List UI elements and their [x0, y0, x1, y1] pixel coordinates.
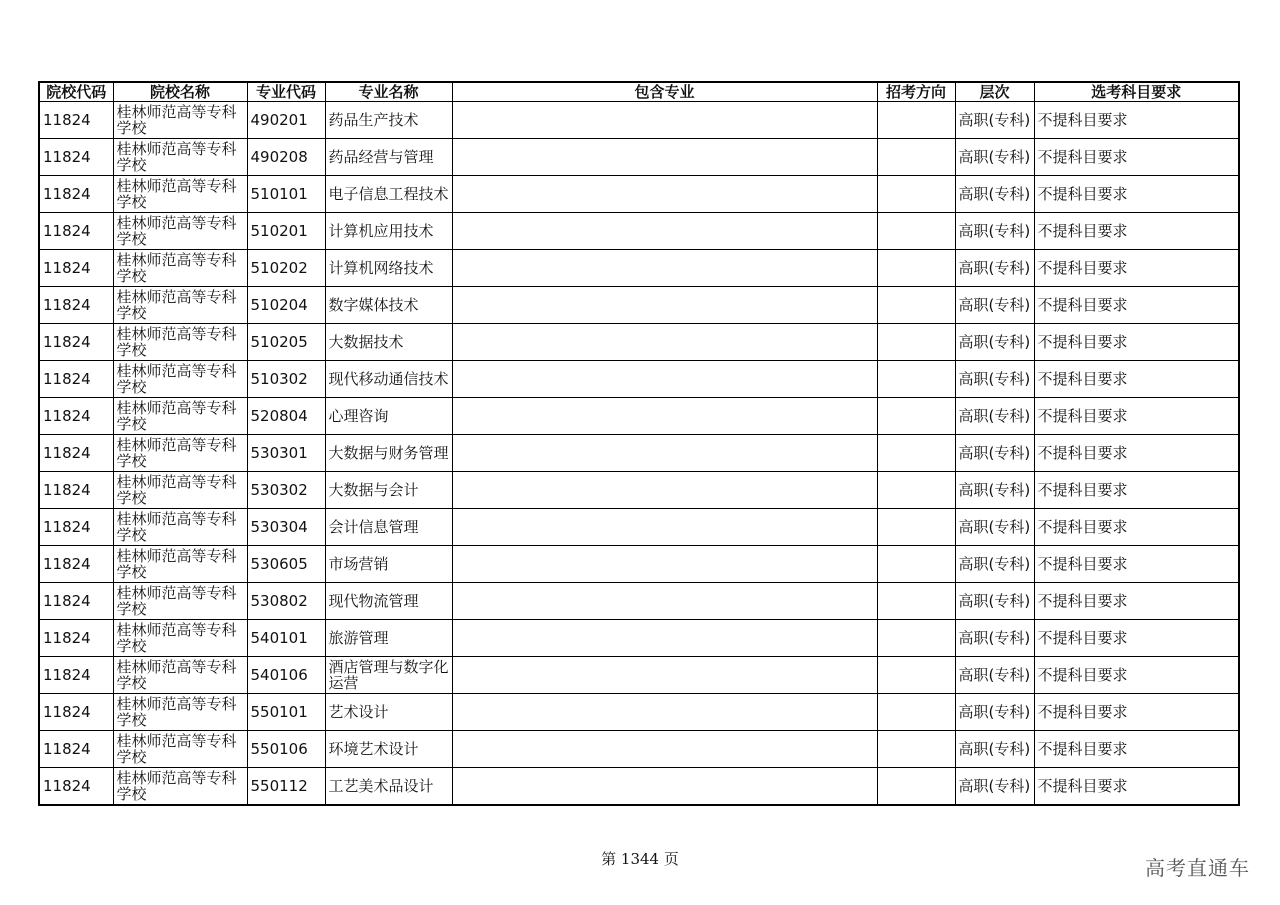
- cell-major-name: 大数据与财务管理: [325, 435, 452, 472]
- cell-includes: [452, 509, 877, 546]
- cell-requirement: 不提科目要求: [1034, 324, 1239, 361]
- cell-school-name: 桂林师范高等专科学校: [113, 176, 247, 213]
- cell-level: 高职(专科): [955, 472, 1034, 509]
- table-row: [39, 731, 1239, 768]
- header-includes: 包含专业: [452, 82, 877, 102]
- cell-school-code: 11824: [39, 768, 113, 806]
- cell-school-code: 11824: [39, 287, 113, 324]
- table-row: [39, 250, 1239, 287]
- cell-major-code: 510205: [247, 324, 325, 361]
- cell-major-name: 旅游管理: [325, 620, 452, 657]
- cell-major-code: 510101: [247, 176, 325, 213]
- cell-requirement: 不提科目要求: [1034, 250, 1239, 287]
- cell-major-name: 环境艺术设计: [325, 731, 452, 768]
- cell-school-code: 11824: [39, 324, 113, 361]
- cell-major-code: 510204: [247, 287, 325, 324]
- table-row: [39, 398, 1239, 435]
- cell-school-name: 桂林师范高等专科学校: [113, 102, 247, 139]
- cell-includes: [452, 250, 877, 287]
- table-row: [39, 768, 1239, 806]
- cell-school-name: 桂林师范高等专科学校: [113, 435, 247, 472]
- cell-direction: [877, 583, 955, 620]
- cell-direction: [877, 435, 955, 472]
- cell-major-name: 会计信息管理: [325, 509, 452, 546]
- cell-requirement: 不提科目要求: [1034, 472, 1239, 509]
- cell-school-code: 11824: [39, 509, 113, 546]
- cell-requirement: 不提科目要求: [1034, 361, 1239, 398]
- cell-major-code: 510302: [247, 361, 325, 398]
- table-header: [39, 82, 1239, 102]
- cell-direction: [877, 398, 955, 435]
- cell-includes: [452, 102, 877, 139]
- header-row: [39, 82, 1239, 102]
- cell-school-name: 桂林师范高等专科学校: [113, 287, 247, 324]
- cell-school-name: 桂林师范高等专科学校: [113, 731, 247, 768]
- cell-includes: [452, 583, 877, 620]
- cell-level: 高职(专科): [955, 176, 1034, 213]
- cell-major-name: 市场营销: [325, 546, 452, 583]
- cell-major-code: 530301: [247, 435, 325, 472]
- cell-level: 高职(专科): [955, 657, 1034, 694]
- cell-includes: [452, 694, 877, 731]
- table-row: [39, 213, 1239, 250]
- cell-level: 高职(专科): [955, 361, 1034, 398]
- table-row: [39, 620, 1239, 657]
- cell-direction: [877, 768, 955, 806]
- cell-school-code: 11824: [39, 213, 113, 250]
- cell-school-name: 桂林师范高等专科学校: [113, 213, 247, 250]
- cell-direction: [877, 139, 955, 176]
- cell-major-code: 540106: [247, 657, 325, 694]
- cell-direction: [877, 250, 955, 287]
- table-row: [39, 102, 1239, 139]
- cell-major-code: 530302: [247, 472, 325, 509]
- cell-level: 高职(专科): [955, 731, 1034, 768]
- cell-school-code: 11824: [39, 546, 113, 583]
- cell-includes: [452, 287, 877, 324]
- cell-school-code: 11824: [39, 657, 113, 694]
- cell-includes: [452, 472, 877, 509]
- cell-school-code: 11824: [39, 102, 113, 139]
- table-row: [39, 287, 1239, 324]
- cell-level: 高职(专科): [955, 620, 1034, 657]
- cell-includes: [452, 731, 877, 768]
- cell-includes: [452, 768, 877, 806]
- cell-level: 高职(专科): [955, 509, 1034, 546]
- cell-requirement: 不提科目要求: [1034, 102, 1239, 139]
- cell-direction: [877, 287, 955, 324]
- cell-level: 高职(专科): [955, 213, 1034, 250]
- cell-school-name: 桂林师范高等专科学校: [113, 472, 247, 509]
- cell-major-name: 艺术设计: [325, 694, 452, 731]
- cell-major-name: 药品生产技术: [325, 102, 452, 139]
- table-row: [39, 657, 1239, 694]
- cell-school-code: 11824: [39, 472, 113, 509]
- cell-includes: [452, 398, 877, 435]
- cell-level: 高职(专科): [955, 287, 1034, 324]
- cell-major-name: 现代物流管理: [325, 583, 452, 620]
- cell-major-code: 490201: [247, 102, 325, 139]
- table-row: [39, 509, 1239, 546]
- cell-major-code: 550101: [247, 694, 325, 731]
- cell-school-name: 桂林师范高等专科学校: [113, 694, 247, 731]
- cell-direction: [877, 620, 955, 657]
- cell-requirement: 不提科目要求: [1034, 287, 1239, 324]
- cell-school-code: 11824: [39, 176, 113, 213]
- header-level: 层次: [955, 82, 1034, 102]
- cell-direction: [877, 509, 955, 546]
- cell-includes: [452, 324, 877, 361]
- cell-requirement: 不提科目要求: [1034, 435, 1239, 472]
- cell-includes: [452, 176, 877, 213]
- page-number: 第 1344 页: [601, 850, 679, 868]
- cell-direction: [877, 546, 955, 583]
- cell-major-code: 520804: [247, 398, 325, 435]
- cell-level: 高职(专科): [955, 324, 1034, 361]
- cell-requirement: 不提科目要求: [1034, 768, 1239, 806]
- cell-major-name: 数字媒体技术: [325, 287, 452, 324]
- cell-major-code: 530802: [247, 583, 325, 620]
- cell-direction: [877, 102, 955, 139]
- cell-includes: [452, 620, 877, 657]
- cell-school-code: 11824: [39, 583, 113, 620]
- cell-requirement: 不提科目要求: [1034, 398, 1239, 435]
- table-row: [39, 361, 1239, 398]
- header-major-name: 专业名称: [325, 82, 452, 102]
- table-row: [39, 139, 1239, 176]
- cell-major-name: 计算机应用技术: [325, 213, 452, 250]
- cell-school-code: 11824: [39, 435, 113, 472]
- cell-includes: [452, 361, 877, 398]
- cell-requirement: 不提科目要求: [1034, 509, 1239, 546]
- cell-includes: [452, 139, 877, 176]
- table-row: [39, 176, 1239, 213]
- table-row: [39, 694, 1239, 731]
- cell-requirement: 不提科目要求: [1034, 620, 1239, 657]
- cell-school-name: 桂林师范高等专科学校: [113, 324, 247, 361]
- cell-direction: [877, 472, 955, 509]
- cell-direction: [877, 657, 955, 694]
- cell-major-code: 490208: [247, 139, 325, 176]
- cell-school-code: 11824: [39, 250, 113, 287]
- cell-includes: [452, 546, 877, 583]
- cell-requirement: 不提科目要求: [1034, 583, 1239, 620]
- cell-includes: [452, 435, 877, 472]
- cell-major-name: 电子信息工程技术: [325, 176, 452, 213]
- cell-level: 高职(专科): [955, 546, 1034, 583]
- cell-school-code: 11824: [39, 398, 113, 435]
- cell-requirement: 不提科目要求: [1034, 657, 1239, 694]
- cell-direction: [877, 324, 955, 361]
- cell-level: 高职(专科): [955, 398, 1034, 435]
- cell-major-name: 心理咨询: [325, 398, 452, 435]
- cell-major-code: 530605: [247, 546, 325, 583]
- cell-school-code: 11824: [39, 361, 113, 398]
- cell-level: 高职(专科): [955, 250, 1034, 287]
- header-requirement: 选考科目要求: [1034, 82, 1239, 102]
- cell-major-name: 酒店管理与数字化运营: [325, 657, 452, 694]
- cell-school-name: 桂林师范高等专科学校: [113, 657, 247, 694]
- table-row: [39, 324, 1239, 361]
- cell-level: 高职(专科): [955, 583, 1034, 620]
- cell-major-name: 现代移动通信技术: [325, 361, 452, 398]
- cell-school-code: 11824: [39, 139, 113, 176]
- cell-requirement: 不提科目要求: [1034, 731, 1239, 768]
- cell-includes: [452, 213, 877, 250]
- cell-school-name: 桂林师范高等专科学校: [113, 546, 247, 583]
- header-school-code: 院校代码: [39, 82, 113, 102]
- cell-major-code: 530304: [247, 509, 325, 546]
- header-direction: 招考方向: [877, 82, 955, 102]
- cell-major-code: 540101: [247, 620, 325, 657]
- cell-direction: [877, 361, 955, 398]
- cell-requirement: 不提科目要求: [1034, 139, 1239, 176]
- cell-school-name: 桂林师范高等专科学校: [113, 361, 247, 398]
- cell-requirement: 不提科目要求: [1034, 546, 1239, 583]
- cell-level: 高职(专科): [955, 435, 1034, 472]
- cell-school-code: 11824: [39, 694, 113, 731]
- cell-direction: [877, 694, 955, 731]
- cell-school-name: 桂林师范高等专科学校: [113, 583, 247, 620]
- cell-school-name: 桂林师范高等专科学校: [113, 509, 247, 546]
- cell-major-name: 药品经营与管理: [325, 139, 452, 176]
- header-major-code: 专业代码: [247, 82, 325, 102]
- cell-school-name: 桂林师范高等专科学校: [113, 398, 247, 435]
- cell-direction: [877, 213, 955, 250]
- cell-level: 高职(专科): [955, 102, 1034, 139]
- cell-school-code: 11824: [39, 731, 113, 768]
- cell-major-code: 550106: [247, 731, 325, 768]
- cell-major-name: 计算机网络技术: [325, 250, 452, 287]
- enrollment-table: [38, 81, 1240, 806]
- cell-major-code: 550112: [247, 768, 325, 806]
- table-body: [39, 102, 1239, 806]
- cell-requirement: 不提科目要求: [1034, 176, 1239, 213]
- cell-includes: [452, 657, 877, 694]
- cell-major-code: 510201: [247, 213, 325, 250]
- cell-major-name: 大数据技术: [325, 324, 452, 361]
- cell-school-name: 桂林师范高等专科学校: [113, 139, 247, 176]
- cell-school-name: 桂林师范高等专科学校: [113, 250, 247, 287]
- cell-level: 高职(专科): [955, 139, 1034, 176]
- cell-major-name: 工艺美术品设计: [325, 768, 452, 806]
- cell-school-name: 桂林师范高等专科学校: [113, 620, 247, 657]
- cell-school-name: 桂林师范高等专科学校: [113, 768, 247, 806]
- cell-level: 高职(专科): [955, 694, 1034, 731]
- table-row: [39, 435, 1239, 472]
- cell-direction: [877, 731, 955, 768]
- table-row: [39, 583, 1239, 620]
- cell-major-code: 510202: [247, 250, 325, 287]
- table-row: [39, 546, 1239, 583]
- cell-requirement: 不提科目要求: [1034, 694, 1239, 731]
- table-row: [39, 472, 1239, 509]
- watermark-text: 高考直通车: [1145, 856, 1250, 880]
- cell-school-code: 11824: [39, 620, 113, 657]
- header-school-name: 院校名称: [113, 82, 247, 102]
- cell-direction: [877, 176, 955, 213]
- cell-major-name: 大数据与会计: [325, 472, 452, 509]
- cell-level: 高职(专科): [955, 768, 1034, 806]
- cell-requirement: 不提科目要求: [1034, 213, 1239, 250]
